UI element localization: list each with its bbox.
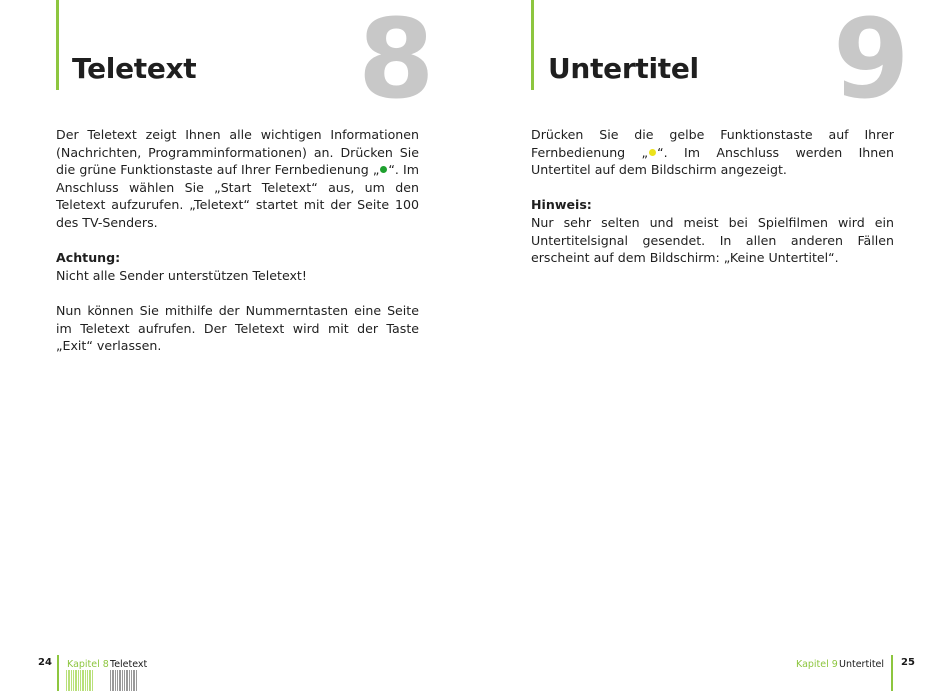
green-button-icon bbox=[380, 166, 387, 173]
page-number: 24 bbox=[38, 657, 52, 668]
intro-text-a: Drücken Sie die gelbe Funktionstaste auf Ihrer Fernbedienung „ bbox=[531, 127, 894, 160]
intro-text-b: “. Im Anschluss werden Ihnen Untertitel auf dem Bildschirm angezeigt. bbox=[531, 144, 894, 178]
intro-text-a: Der Teletext zeigt Ihnen alle wichtigen Informationen (Nachrichten, Programminformationen) an. Drücken Sie die grüne Funktionstaste auf Ihrer Fernbedienung „ bbox=[56, 127, 419, 178]
footer-chapter-title: Teletext bbox=[110, 659, 148, 670]
footer-gray-stripes bbox=[110, 670, 137, 691]
note-text: Nur sehr selten und meist bei Spielfilmen wird ein Untertitelsignal gesendet. In allen anderen Fällen erscheint auf dem Bildschirm: „Keine Untertitel“. bbox=[531, 214, 894, 266]
footer-accent-bar bbox=[891, 655, 893, 691]
footer-chapter-title: Untertitel bbox=[839, 659, 885, 670]
chapter-title: Teletext bbox=[72, 52, 197, 85]
intro-paragraph bbox=[56, 126, 419, 232]
chapter-body bbox=[56, 126, 419, 372]
right-page bbox=[475, 0, 950, 691]
intro-paragraph bbox=[531, 126, 894, 179]
page-number: 25 bbox=[901, 657, 915, 668]
footer-chapter-label: Kapitel 9 bbox=[796, 659, 838, 670]
footer-accent-bar bbox=[57, 655, 59, 691]
warning-block bbox=[56, 249, 419, 284]
footer-green-stripes bbox=[66, 670, 93, 691]
note-block bbox=[531, 196, 894, 266]
usage-paragraph: Nun können Sie mithilfe der Nummerntasten eine Seite im Teletext aufrufen. Der Teletext wird mit der Taste „Exit“ verlassen. bbox=[56, 302, 419, 354]
chapter-accent-bar bbox=[531, 0, 534, 90]
warning-text: Nicht alle Sender unterstützen Teletext! bbox=[56, 267, 307, 283]
footer-chapter-label: Kapitel 8 bbox=[67, 659, 109, 670]
chapter-number: 8 bbox=[358, 0, 433, 123]
chapter-body bbox=[531, 126, 894, 284]
chapter-title: Untertitel bbox=[548, 52, 699, 85]
note-heading: Hinweis: bbox=[531, 197, 592, 213]
chapter-accent-bar bbox=[56, 0, 59, 90]
warning-heading: Achtung: bbox=[56, 250, 121, 266]
chapter-number: 9 bbox=[833, 0, 908, 123]
yellow-button-icon bbox=[649, 149, 656, 156]
intro-text-b: “. Im Anschluss wählen Sie „Start Teletext“ aus, um den Teletext aufzurufen. „Teletext“ startet mit der Seite 100 des TV-Senders. bbox=[56, 162, 420, 230]
